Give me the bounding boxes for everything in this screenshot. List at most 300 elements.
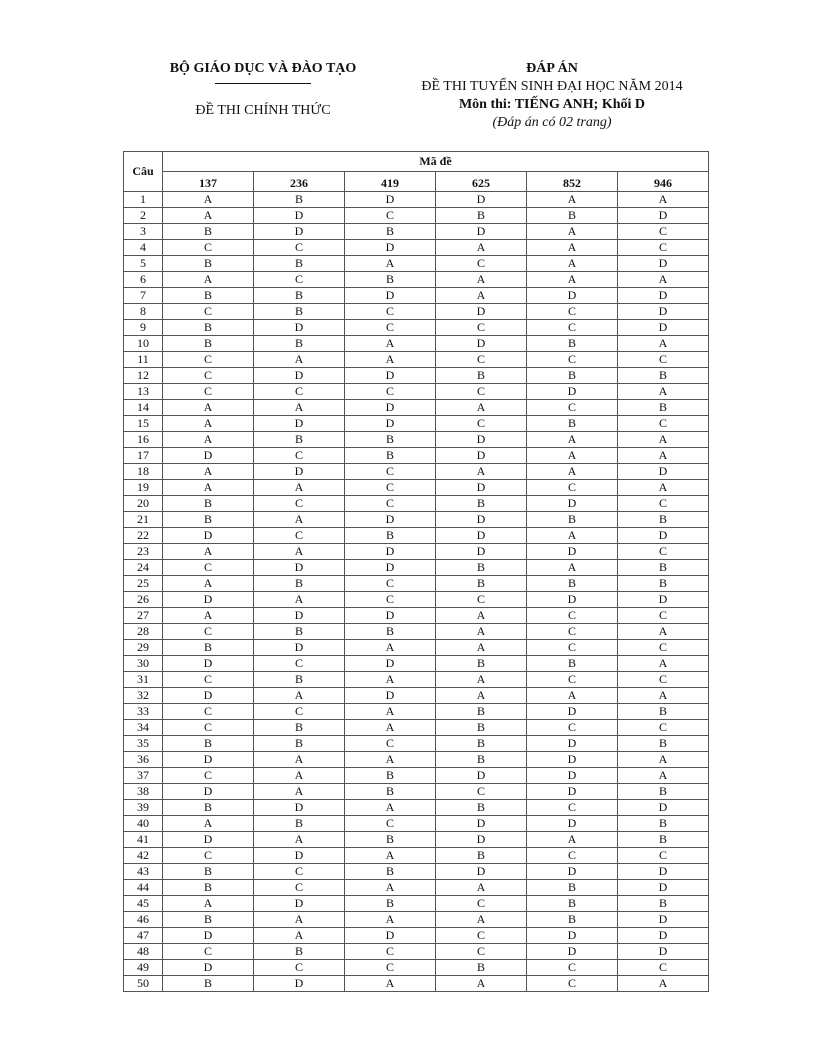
answer-cell: B <box>345 272 436 288</box>
answer-cell: A <box>618 336 709 352</box>
answer-cell: C <box>163 944 254 960</box>
answer-cell: A <box>436 272 527 288</box>
subject-line: Môn thi: TIẾNG ANH; Khối D <box>458 97 646 112</box>
table-row <box>124 880 709 896</box>
answer-cell: B <box>254 576 345 592</box>
answer-cell: D <box>345 656 436 672</box>
answer-cell: D <box>163 752 254 768</box>
answer-cell: B <box>163 864 254 880</box>
answer-cell: A <box>527 560 618 576</box>
answer-cell: D <box>345 288 436 304</box>
answer-cell: B <box>527 512 618 528</box>
answer-cell: B <box>254 432 345 448</box>
answer-cell: B <box>254 288 345 304</box>
table-row <box>124 832 709 848</box>
answer-cell: B <box>345 448 436 464</box>
answer-cell: B <box>436 848 527 864</box>
answer-cell: D <box>618 864 709 880</box>
table-row <box>124 736 709 752</box>
table-row <box>124 800 709 816</box>
table-row <box>124 512 709 528</box>
answer-cell: A <box>163 816 254 832</box>
answer-rows <box>124 192 709 992</box>
table-row <box>124 560 709 576</box>
question-number: 16 <box>124 432 163 448</box>
question-number: 41 <box>124 832 163 848</box>
answer-cell: D <box>618 944 709 960</box>
answer-key-title: ĐÁP ÁN <box>526 61 578 76</box>
official-exam-label: ĐỀ THI CHÍNH THỨC <box>195 103 331 118</box>
answer-cell: B <box>163 320 254 336</box>
question-number: 30 <box>124 656 163 672</box>
table-row <box>124 704 709 720</box>
answer-cell: C <box>436 928 527 944</box>
answer-cell: C <box>618 608 709 624</box>
answer-cell: A <box>254 512 345 528</box>
answer-cell: A <box>436 912 527 928</box>
answer-cell: A <box>163 432 254 448</box>
table-row <box>124 416 709 432</box>
answer-cell: A <box>527 448 618 464</box>
answer-cell: C <box>436 592 527 608</box>
answer-cell: A <box>527 192 618 208</box>
question-number: 32 <box>124 688 163 704</box>
answer-cell: B <box>436 368 527 384</box>
answer-cell: C <box>618 848 709 864</box>
answer-cell: A <box>163 608 254 624</box>
answer-cell: A <box>163 416 254 432</box>
answer-cell: D <box>436 224 527 240</box>
answer-cell: B <box>527 576 618 592</box>
answer-cell: B <box>254 720 345 736</box>
question-number: 24 <box>124 560 163 576</box>
answer-cell: A <box>618 752 709 768</box>
answer-cell: B <box>618 368 709 384</box>
question-number: 19 <box>124 480 163 496</box>
question-number: 38 <box>124 784 163 800</box>
answer-cell: A <box>163 192 254 208</box>
table-row <box>124 432 709 448</box>
table-row <box>124 448 709 464</box>
answer-cell: B <box>163 288 254 304</box>
answer-cell: B <box>436 208 527 224</box>
answer-cell: B <box>163 224 254 240</box>
answer-cell: C <box>618 640 709 656</box>
answer-cell: C <box>436 352 527 368</box>
table-row <box>124 544 709 560</box>
answer-cell: B <box>163 336 254 352</box>
answer-cell: B <box>345 832 436 848</box>
table-row <box>124 208 709 224</box>
question-number: 5 <box>124 256 163 272</box>
table-row <box>124 480 709 496</box>
answer-cell: A <box>345 912 436 928</box>
table-row <box>124 368 709 384</box>
answer-cell: B <box>345 784 436 800</box>
answer-cell: B <box>163 496 254 512</box>
question-column-header: Câu <box>124 152 163 192</box>
answer-cell: C <box>345 816 436 832</box>
answer-cell: A <box>436 240 527 256</box>
answer-cell: B <box>436 704 527 720</box>
question-number: 40 <box>124 816 163 832</box>
answer-cell: D <box>163 448 254 464</box>
answer-cell: B <box>436 720 527 736</box>
answer-cell: A <box>436 288 527 304</box>
answer-cell: C <box>254 384 345 400</box>
answer-cell: D <box>436 816 527 832</box>
answer-cell: B <box>345 624 436 640</box>
answer-cell: D <box>527 784 618 800</box>
answer-cell: D <box>254 896 345 912</box>
answer-cell: C <box>163 672 254 688</box>
answer-cell: C <box>436 944 527 960</box>
answer-cell: D <box>618 256 709 272</box>
answer-cell: D <box>527 768 618 784</box>
answer-cell: A <box>163 480 254 496</box>
answer-cell: C <box>527 624 618 640</box>
answer-cell: C <box>254 960 345 976</box>
answer-cell: C <box>254 496 345 512</box>
table-row <box>124 464 709 480</box>
answer-cell: D <box>163 832 254 848</box>
answer-cell: B <box>254 944 345 960</box>
answer-cell: A <box>163 400 254 416</box>
answer-cell: A <box>163 544 254 560</box>
answer-cell: B <box>254 304 345 320</box>
answer-cell: B <box>436 656 527 672</box>
answer-cell: B <box>254 672 345 688</box>
table-row <box>124 768 709 784</box>
exam-code-group-header: Mã đề <box>163 152 709 172</box>
question-number: 14 <box>124 400 163 416</box>
answer-cell: B <box>163 640 254 656</box>
answer-cell: B <box>163 736 254 752</box>
question-number: 26 <box>124 592 163 608</box>
question-number: 15 <box>124 416 163 432</box>
answer-cell: A <box>618 688 709 704</box>
answer-cell: D <box>345 560 436 576</box>
answer-cell: B <box>254 192 345 208</box>
exam-name: ĐỀ THI TUYỂN SINH ĐẠI HỌC NĂM 2014 <box>421 79 683 94</box>
answer-cell: B <box>345 224 436 240</box>
answer-cell: C <box>618 496 709 512</box>
exam-code-header: 236 <box>254 172 345 192</box>
answer-cell: A <box>254 752 345 768</box>
answer-cell: D <box>254 608 345 624</box>
answer-cell: A <box>254 768 345 784</box>
answer-cell: D <box>618 928 709 944</box>
table-row <box>124 672 709 688</box>
table-row <box>124 608 709 624</box>
answer-cell: B <box>436 560 527 576</box>
question-number: 18 <box>124 464 163 480</box>
answer-cell: C <box>254 880 345 896</box>
question-number: 46 <box>124 912 163 928</box>
table-row <box>124 288 709 304</box>
answer-cell: A <box>254 784 345 800</box>
answer-cell: A <box>618 272 709 288</box>
answer-cell: C <box>527 848 618 864</box>
table-row <box>124 752 709 768</box>
answer-cell: C <box>527 320 618 336</box>
question-number: 22 <box>124 528 163 544</box>
answer-cell: A <box>254 832 345 848</box>
question-number: 17 <box>124 448 163 464</box>
answer-cell: D <box>163 784 254 800</box>
answer-cell: C <box>163 384 254 400</box>
table-row <box>124 272 709 288</box>
question-number: 20 <box>124 496 163 512</box>
answer-cell: C <box>618 416 709 432</box>
answer-cell: C <box>527 352 618 368</box>
answer-cell: D <box>345 688 436 704</box>
question-number: 37 <box>124 768 163 784</box>
answer-cell: A <box>163 464 254 480</box>
answer-cell: C <box>527 480 618 496</box>
answer-cell: D <box>436 864 527 880</box>
answer-cell: A <box>527 240 618 256</box>
answer-cell: D <box>163 960 254 976</box>
question-number: 23 <box>124 544 163 560</box>
question-number: 49 <box>124 960 163 976</box>
table-row <box>124 928 709 944</box>
answer-cell: C <box>436 416 527 432</box>
answer-cell: C <box>345 304 436 320</box>
answer-cell: D <box>436 768 527 784</box>
question-number: 9 <box>124 320 163 336</box>
answer-cell: D <box>527 928 618 944</box>
answer-cell: C <box>345 384 436 400</box>
answer-cell: C <box>345 208 436 224</box>
answer-cell: C <box>163 368 254 384</box>
answer-cell: D <box>436 480 527 496</box>
answer-cell: D <box>254 640 345 656</box>
answer-cell: C <box>618 720 709 736</box>
answer-cell: D <box>436 336 527 352</box>
answer-cell: D <box>436 528 527 544</box>
answer-cell: B <box>254 336 345 352</box>
answer-cell: D <box>618 288 709 304</box>
answer-cell: D <box>436 192 527 208</box>
answer-cell: A <box>163 208 254 224</box>
answer-cell: B <box>618 400 709 416</box>
answer-cell: D <box>436 512 527 528</box>
answer-cell: C <box>254 864 345 880</box>
table-row <box>124 640 709 656</box>
answer-cell: A <box>163 576 254 592</box>
answer-cell: C <box>527 672 618 688</box>
answer-cell: D <box>163 928 254 944</box>
question-number: 10 <box>124 336 163 352</box>
answer-cell: A <box>345 880 436 896</box>
table-row <box>124 304 709 320</box>
answer-cell: B <box>436 752 527 768</box>
answer-cell: D <box>163 688 254 704</box>
answer-cell: B <box>527 416 618 432</box>
answer-cell: D <box>254 224 345 240</box>
answer-cell: D <box>527 864 618 880</box>
answer-cell: D <box>345 608 436 624</box>
answer-cell: A <box>527 432 618 448</box>
exam-code-header: 946 <box>618 172 709 192</box>
answer-cell: C <box>163 240 254 256</box>
question-number: 6 <box>124 272 163 288</box>
answer-cell: B <box>618 704 709 720</box>
answer-cell: B <box>618 816 709 832</box>
answer-cell: D <box>345 512 436 528</box>
answer-cell: C <box>345 944 436 960</box>
answer-cell: B <box>254 256 345 272</box>
answer-cell: D <box>618 800 709 816</box>
answer-cell: A <box>345 848 436 864</box>
header-right <box>392 60 712 132</box>
answer-cell: D <box>618 528 709 544</box>
table-row <box>124 576 709 592</box>
exam-code-header: 419 <box>345 172 436 192</box>
answer-cell: D <box>163 656 254 672</box>
answer-cell: B <box>527 656 618 672</box>
answer-cell: C <box>527 960 618 976</box>
answer-cell: C <box>163 768 254 784</box>
question-number: 4 <box>124 240 163 256</box>
exam-code-header: 852 <box>527 172 618 192</box>
table-row <box>124 816 709 832</box>
question-number: 33 <box>124 704 163 720</box>
answer-cell: D <box>527 944 618 960</box>
answer-cell: D <box>254 464 345 480</box>
answer-cell: A <box>345 672 436 688</box>
exam-code-header-row <box>124 172 709 192</box>
table-row <box>124 848 709 864</box>
answer-cell: A <box>436 976 527 992</box>
answer-cell: C <box>254 656 345 672</box>
question-number: 42 <box>124 848 163 864</box>
question-number: 28 <box>124 624 163 640</box>
answer-cell: D <box>163 528 254 544</box>
answer-cell: A <box>527 224 618 240</box>
answer-cell: B <box>163 880 254 896</box>
answer-cell: B <box>345 864 436 880</box>
answer-cell: B <box>527 336 618 352</box>
answer-cell: B <box>254 816 345 832</box>
answer-cell: C <box>527 640 618 656</box>
answer-cell: B <box>436 800 527 816</box>
ministry-name: BỘ GIÁO DỤC VÀ ĐÀO TẠO <box>169 61 357 76</box>
answer-cell: D <box>436 544 527 560</box>
answer-cell: D <box>527 816 618 832</box>
answer-cell: D <box>254 800 345 816</box>
table-row <box>124 720 709 736</box>
header-divider <box>215 83 311 84</box>
answer-cell: D <box>254 320 345 336</box>
answer-cell: B <box>345 768 436 784</box>
question-number: 27 <box>124 608 163 624</box>
answer-cell: A <box>345 256 436 272</box>
answer-cell: A <box>527 528 618 544</box>
answer-cell: C <box>436 256 527 272</box>
answer-cell: B <box>163 256 254 272</box>
table-row <box>124 784 709 800</box>
table-row <box>124 976 709 992</box>
answer-cell: C <box>163 560 254 576</box>
table-row <box>124 400 709 416</box>
question-number: 7 <box>124 288 163 304</box>
answer-cell: A <box>527 256 618 272</box>
answer-cell: D <box>254 208 345 224</box>
answer-cell: C <box>618 224 709 240</box>
answer-cell: A <box>345 976 436 992</box>
answer-cell: D <box>527 704 618 720</box>
answer-cell: C <box>254 240 345 256</box>
answer-cell: C <box>618 544 709 560</box>
answer-cell: B <box>345 896 436 912</box>
question-number: 29 <box>124 640 163 656</box>
answer-cell: B <box>163 912 254 928</box>
answer-cell: B <box>436 736 527 752</box>
table-row <box>124 864 709 880</box>
question-number: 25 <box>124 576 163 592</box>
table-row <box>124 240 709 256</box>
answer-cell: B <box>436 496 527 512</box>
table-row <box>124 592 709 608</box>
question-number: 11 <box>124 352 163 368</box>
answer-cell: C <box>527 720 618 736</box>
question-number: 35 <box>124 736 163 752</box>
answer-cell: A <box>618 976 709 992</box>
answer-cell: B <box>436 576 527 592</box>
answer-cell: B <box>345 528 436 544</box>
question-number: 50 <box>124 976 163 992</box>
answer-cell: A <box>527 688 618 704</box>
answer-cell: A <box>618 656 709 672</box>
answer-cell: D <box>254 848 345 864</box>
answer-cell: B <box>527 368 618 384</box>
answer-cell: A <box>618 624 709 640</box>
answer-cell: A <box>254 544 345 560</box>
answer-cell: D <box>618 304 709 320</box>
table-row <box>124 352 709 368</box>
answer-cell: B <box>618 512 709 528</box>
answer-cell: A <box>527 832 618 848</box>
answer-cell: D <box>254 368 345 384</box>
answer-cell: A <box>527 464 618 480</box>
answer-cell: A <box>163 896 254 912</box>
table-row <box>124 656 709 672</box>
answer-cell: D <box>345 416 436 432</box>
answer-cell: A <box>345 352 436 368</box>
answer-cell: A <box>436 464 527 480</box>
answer-cell: C <box>163 624 254 640</box>
answer-cell: C <box>618 352 709 368</box>
answer-cell: D <box>436 432 527 448</box>
question-number: 31 <box>124 672 163 688</box>
answer-cell: D <box>254 560 345 576</box>
answer-cell: C <box>527 608 618 624</box>
answer-cell: A <box>436 688 527 704</box>
answer-cell: A <box>345 336 436 352</box>
answer-cell: D <box>345 400 436 416</box>
answer-cell: D <box>345 544 436 560</box>
answer-cell: C <box>618 672 709 688</box>
answer-cell: C <box>345 960 436 976</box>
answer-cell: B <box>618 560 709 576</box>
answer-cell: A <box>436 640 527 656</box>
question-number: 39 <box>124 800 163 816</box>
answer-cell: D <box>618 464 709 480</box>
answer-cell: A <box>163 272 254 288</box>
page-count-note: (Đáp án có 02 trang) <box>492 115 612 130</box>
